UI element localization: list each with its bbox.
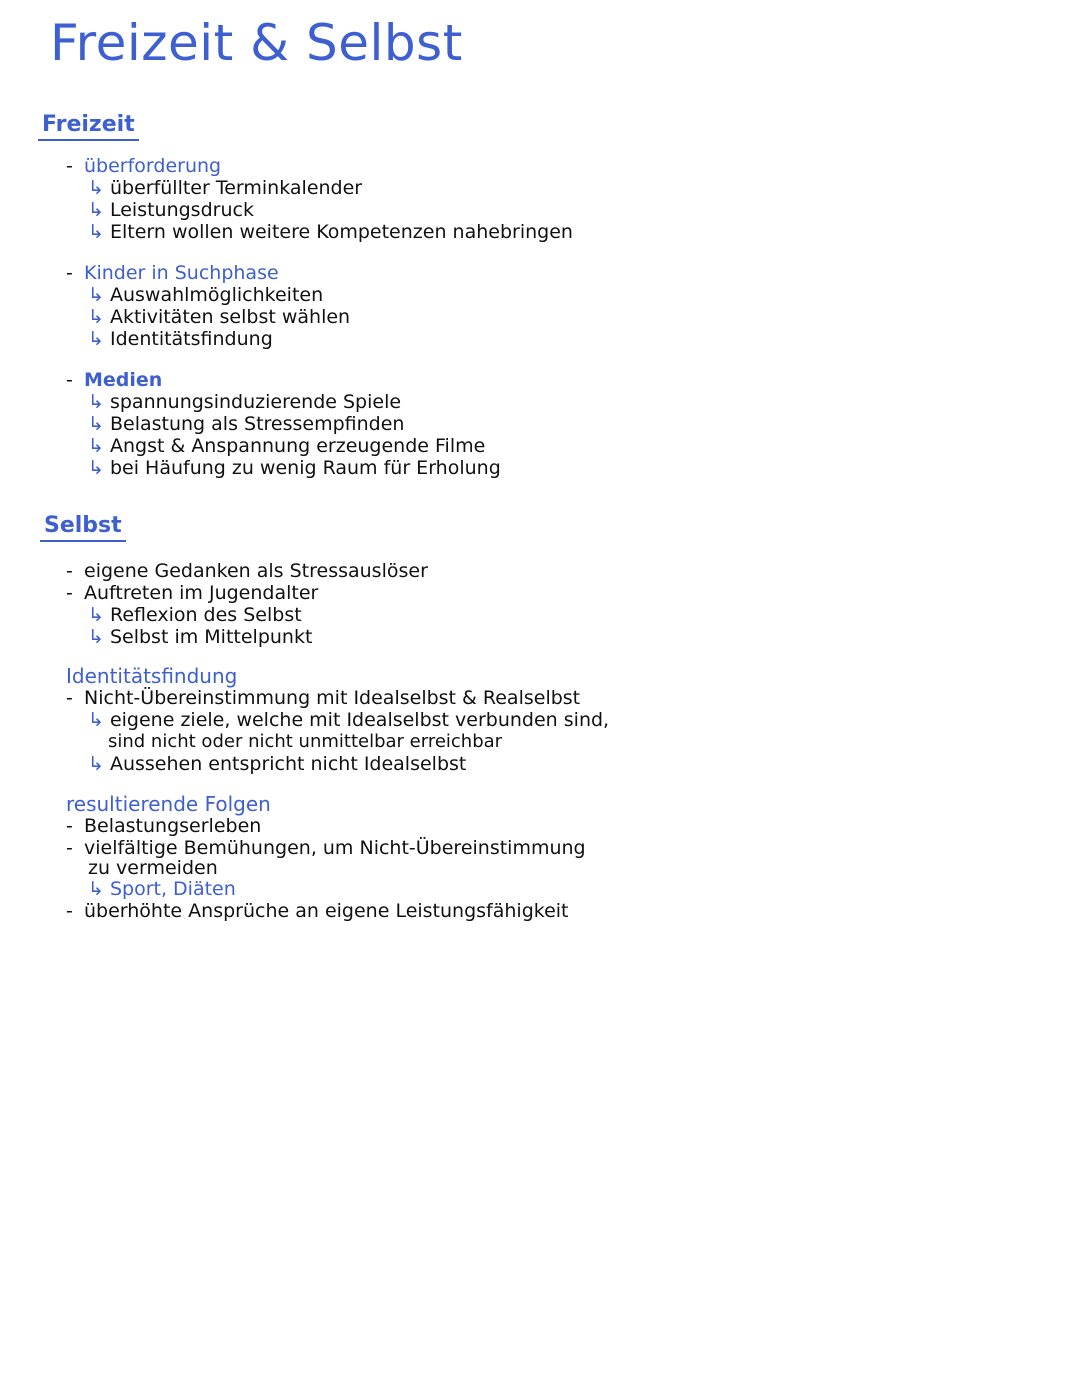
sub-list-item-continuation: sind nicht oder nicht unmittelbar erreichbar <box>108 731 503 752</box>
list-item-continuation: zu vermeiden <box>88 857 218 879</box>
sub-list-item: ↳ überfüllter Terminkalender <box>88 177 363 199</box>
arrow-icon: ↳ <box>88 199 104 221</box>
list-item: - Belastungserleben <box>66 815 262 837</box>
dash-icon: - <box>66 262 73 284</box>
dash-icon: - <box>66 837 73 859</box>
sub-list-item: ↳ Belastung als Stressempfinden <box>88 413 405 435</box>
page-title: Freizeit & Selbst <box>50 14 463 72</box>
arrow-icon: ↳ <box>88 753 104 775</box>
dash-icon: - <box>66 369 73 391</box>
sub-list-item: ↳ eigene ziele, welche mit Idealselbst verbunden sind, <box>88 709 610 731</box>
arrow-icon: ↳ <box>88 413 104 435</box>
dash-icon: - <box>66 687 73 709</box>
section-heading-selbst: Selbst <box>40 513 126 542</box>
list-item: - überforderung <box>66 155 222 177</box>
subheading-identitaetsfindung: Identitätsfindung <box>66 664 238 688</box>
section-heading-freizeit: Freizeit <box>38 112 139 141</box>
sub-list-item: ↳ Selbst im Mittelpunkt <box>88 626 313 648</box>
list-item: - Medien <box>66 369 163 391</box>
sub-list-item: ↳ spannungsinduzierende Spiele <box>88 391 402 413</box>
arrow-icon: ↳ <box>88 391 104 413</box>
sub-list-item: ↳ Eltern wollen weitere Kompetenzen nahebringen <box>88 221 573 243</box>
arrow-icon: ↳ <box>88 435 104 457</box>
arrow-icon: ↳ <box>88 177 104 199</box>
sub-list-item: ↳ Reflexion des Selbst <box>88 604 302 626</box>
sub-list-item: ↳ bei Häufung zu wenig Raum für Erholung <box>88 457 501 479</box>
subheading-resultierende-folgen: resultierende Folgen <box>66 792 271 816</box>
list-item: - eigene Gedanken als Stressauslöser <box>66 560 428 582</box>
arrow-icon: ↳ <box>88 878 104 900</box>
dash-icon: - <box>66 155 73 177</box>
sub-list-item: ↳ Aktivitäten selbst wählen <box>88 306 351 328</box>
arrow-icon: ↳ <box>88 221 104 243</box>
arrow-icon: ↳ <box>88 306 104 328</box>
sub-list-item: ↳ Leistungsdruck <box>88 199 254 221</box>
arrow-icon: ↳ <box>88 457 104 479</box>
dash-icon: - <box>66 815 73 837</box>
sub-list-item: ↳ Auswahlmöglichkeiten <box>88 284 324 306</box>
list-item: - Nicht-Übereinstimmung mit Idealselbst & Realselbst <box>66 687 581 709</box>
list-item: - Kinder in Suchphase <box>66 262 279 284</box>
arrow-icon: ↳ <box>88 328 104 350</box>
list-item: - vielfältige Bemühungen, um Nicht-Übereinstimmung <box>66 837 586 859</box>
arrow-icon: ↳ <box>88 604 104 626</box>
dash-icon: - <box>66 900 73 922</box>
sub-list-item: ↳ Sport, Diäten <box>88 878 236 900</box>
arrow-icon: ↳ <box>88 284 104 306</box>
sub-list-item: ↳ Aussehen entspricht nicht Idealselbst <box>88 753 467 775</box>
dash-icon: - <box>66 582 73 604</box>
dash-icon: - <box>66 560 73 582</box>
list-item: - Auftreten im Jugendalter <box>66 582 319 604</box>
arrow-icon: ↳ <box>88 709 104 731</box>
arrow-icon: ↳ <box>88 626 104 648</box>
sub-list-item: ↳ Angst & Anspannung erzeugende Filme <box>88 435 486 457</box>
list-item: - überhöhte Ansprüche an eigene Leistungsfähigkeit <box>66 900 569 922</box>
sub-list-item: ↳ Identitätsfindung <box>88 328 273 350</box>
